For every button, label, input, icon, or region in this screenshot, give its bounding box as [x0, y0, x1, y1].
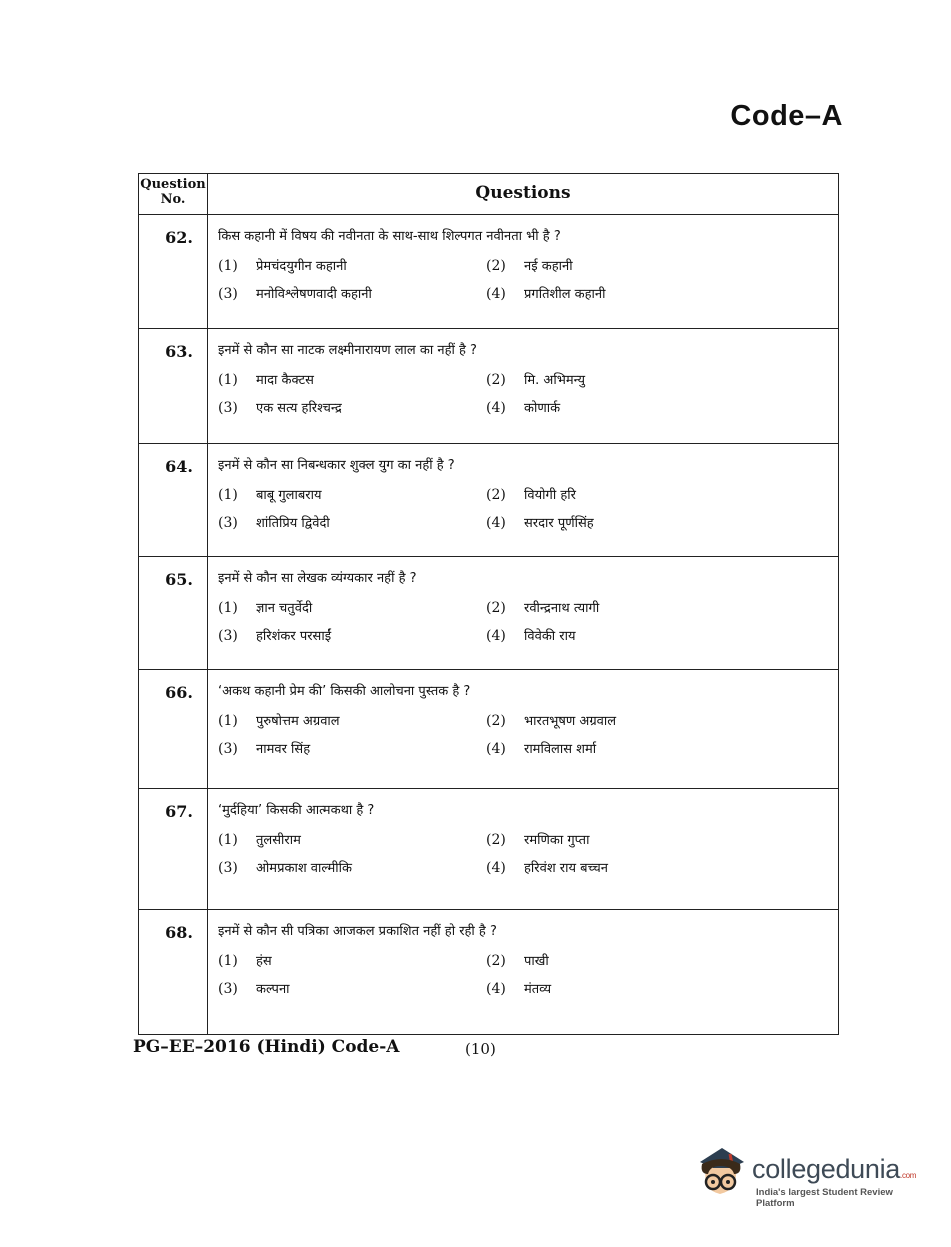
option-text: प्रेमचंदयुगीन कहानी	[256, 259, 347, 274]
option-text: पाखी	[524, 954, 549, 969]
option-number: (4)	[486, 981, 506, 997]
question-text: ‘मुर्दहिया’ किसकी आत्मकथा है ?	[218, 803, 375, 818]
option-text: शांतिप्रिय द्विवेदी	[256, 516, 330, 531]
options-grid	[218, 830, 838, 876]
option-number: (2)	[486, 258, 506, 274]
option	[218, 256, 486, 274]
option-number: (2)	[486, 953, 506, 969]
option-text: प्रगतिशील कहानी	[524, 287, 606, 302]
option-text: भारतभूषण अग्रवाल	[524, 714, 617, 729]
option-number: (3)	[218, 860, 238, 876]
option-number: (3)	[218, 286, 238, 302]
option	[218, 830, 486, 848]
option-number: (4)	[486, 741, 506, 757]
question-text: इनमें से कौन सा लेखक व्यंग्यकार नहीं है ?	[218, 571, 417, 586]
option-number: (1)	[218, 600, 238, 616]
option	[486, 739, 838, 757]
question-row	[139, 329, 838, 444]
option	[218, 598, 486, 616]
option	[486, 513, 838, 531]
option-text: रवीन्द्रनाथ त्यागी	[524, 601, 600, 616]
option	[218, 485, 486, 503]
question-body	[208, 789, 838, 909]
option-text: मनोविश्लेषणवादी कहानी	[256, 287, 372, 302]
option-number: (2)	[486, 600, 506, 616]
page-number: (10)	[465, 1040, 496, 1058]
option-text: ज्ञान चतुर्वेदी	[256, 601, 313, 616]
questions-table	[138, 173, 839, 1035]
option-number: (2)	[486, 713, 506, 729]
option-text: सरदार पूर्णसिंह	[524, 516, 594, 531]
question-rows	[139, 215, 838, 1034]
options-grid	[218, 711, 838, 757]
logo-tagline: India's largest Student Review Platform	[756, 1187, 893, 1209]
option-number: (4)	[486, 400, 506, 416]
question-row	[139, 910, 838, 1034]
option-text: ओमप्रकाश वाल्मीकि	[256, 861, 352, 876]
option-number: (3)	[218, 628, 238, 644]
question-number: 67.	[139, 789, 208, 909]
options-grid	[218, 370, 838, 416]
mascot-icon	[692, 1140, 750, 1206]
option-text: रमणिका गुप्ता	[524, 833, 590, 848]
option	[218, 398, 486, 416]
option-number: (1)	[218, 372, 238, 388]
questions-header: Questions	[475, 183, 571, 203]
options-grid	[218, 598, 838, 644]
option-text: कल्पना	[256, 982, 290, 997]
question-body	[208, 557, 838, 669]
option-text: रामविलास शर्मा	[524, 742, 597, 757]
option	[486, 370, 838, 388]
option-number: (1)	[218, 832, 238, 848]
logo-brand	[752, 1154, 916, 1185]
option	[486, 711, 838, 729]
option	[218, 858, 486, 876]
question-number: 68.	[139, 910, 208, 1034]
option-text: मादा कैक्टस	[256, 373, 314, 388]
question-body	[208, 329, 838, 443]
option-number: (4)	[486, 628, 506, 644]
question-row	[139, 444, 838, 557]
question-body	[208, 444, 838, 556]
question-row	[139, 789, 838, 910]
question-text: ‘अकथ कहानी प्रेम की’ किसकी आलोचना पुस्तक है ?	[218, 684, 471, 699]
option-text: नामवर सिंह	[256, 742, 311, 757]
paper-code: Code–A	[730, 100, 843, 132]
option-number: (3)	[218, 741, 238, 757]
question-body	[208, 215, 838, 328]
option-number: (3)	[218, 400, 238, 416]
option-number: (1)	[218, 258, 238, 274]
question-row	[139, 557, 838, 670]
option-text: पुरुषोत्तम अग्रवाल	[256, 714, 340, 729]
question-row	[139, 215, 838, 329]
option	[218, 370, 486, 388]
option-text: कोणार्क	[524, 401, 561, 416]
option	[218, 951, 486, 969]
question-number: 66.	[139, 670, 208, 788]
option-number: (4)	[486, 286, 506, 302]
option-number: (2)	[486, 832, 506, 848]
table-header	[139, 174, 838, 215]
brand-name: collegedunia	[752, 1154, 901, 1184]
collegedunia-logo	[692, 1140, 922, 1210]
option	[486, 951, 838, 969]
option-text: हरिशंकर परसाईं	[256, 629, 332, 644]
option-number: (3)	[218, 981, 238, 997]
question-text: इनमें से कौन सा निबन्धकार शुक्ल युग का नहीं है ?	[218, 458, 455, 473]
option	[486, 626, 838, 644]
option-number: (4)	[486, 860, 506, 876]
option-text: हरिवंश राय बच्चन	[524, 861, 608, 876]
option-text: हंस	[256, 954, 272, 969]
question-body	[208, 670, 838, 788]
option	[218, 284, 486, 302]
option-number: (2)	[486, 372, 506, 388]
option-number: (1)	[218, 953, 238, 969]
option	[486, 398, 838, 416]
option	[486, 598, 838, 616]
question-no-header: Question No.	[139, 174, 208, 214]
question-text: इनमें से कौन सी पत्रिका आजकल प्रकाशित नहीं हो रही है ?	[218, 924, 497, 939]
option-number: (1)	[218, 713, 238, 729]
option	[218, 979, 486, 997]
question-text: इनमें से कौन सा नाटक लक्ष्मीनारायण लाल का नहीं है ?	[218, 343, 477, 358]
option-text: मि. अभिमन्यु	[524, 373, 585, 388]
option-number: (4)	[486, 515, 506, 531]
option-text: नई कहानी	[524, 259, 573, 274]
option	[486, 485, 838, 503]
options-grid	[218, 951, 838, 997]
option-number: (1)	[218, 487, 238, 503]
option	[486, 858, 838, 876]
option-text: बाबू गुलाबराय	[256, 488, 322, 503]
option-text: एक सत्य हरिश्चन्द्र	[256, 401, 342, 416]
option	[218, 739, 486, 757]
question-number: 64.	[139, 444, 208, 556]
option-text: मंतव्य	[524, 982, 552, 997]
question-number: 63.	[139, 329, 208, 443]
option	[218, 626, 486, 644]
option	[486, 256, 838, 274]
question-row	[139, 670, 838, 789]
option	[218, 513, 486, 531]
option-text: तुलसीराम	[256, 833, 301, 848]
question-number: 62.	[139, 215, 208, 328]
option	[486, 284, 838, 302]
question-number: 65.	[139, 557, 208, 669]
brand-suffix: .com	[900, 1171, 917, 1180]
option-text: वियोगी हरि	[524, 488, 576, 503]
option-number: (2)	[486, 487, 506, 503]
paper-footer: PG–EE–2016 (Hindi) Code-A	[133, 1037, 400, 1057]
option	[486, 979, 838, 997]
option-number: (3)	[218, 515, 238, 531]
option	[218, 711, 486, 729]
option	[486, 830, 838, 848]
options-grid	[218, 485, 838, 531]
options-grid	[218, 256, 838, 302]
option-text: विवेकी राय	[524, 629, 576, 644]
question-text: किस कहानी में विषय की नवीनता के साथ-साथ शिल्पगत नवीनता भी है ?	[218, 229, 561, 244]
question-body	[208, 910, 838, 1034]
